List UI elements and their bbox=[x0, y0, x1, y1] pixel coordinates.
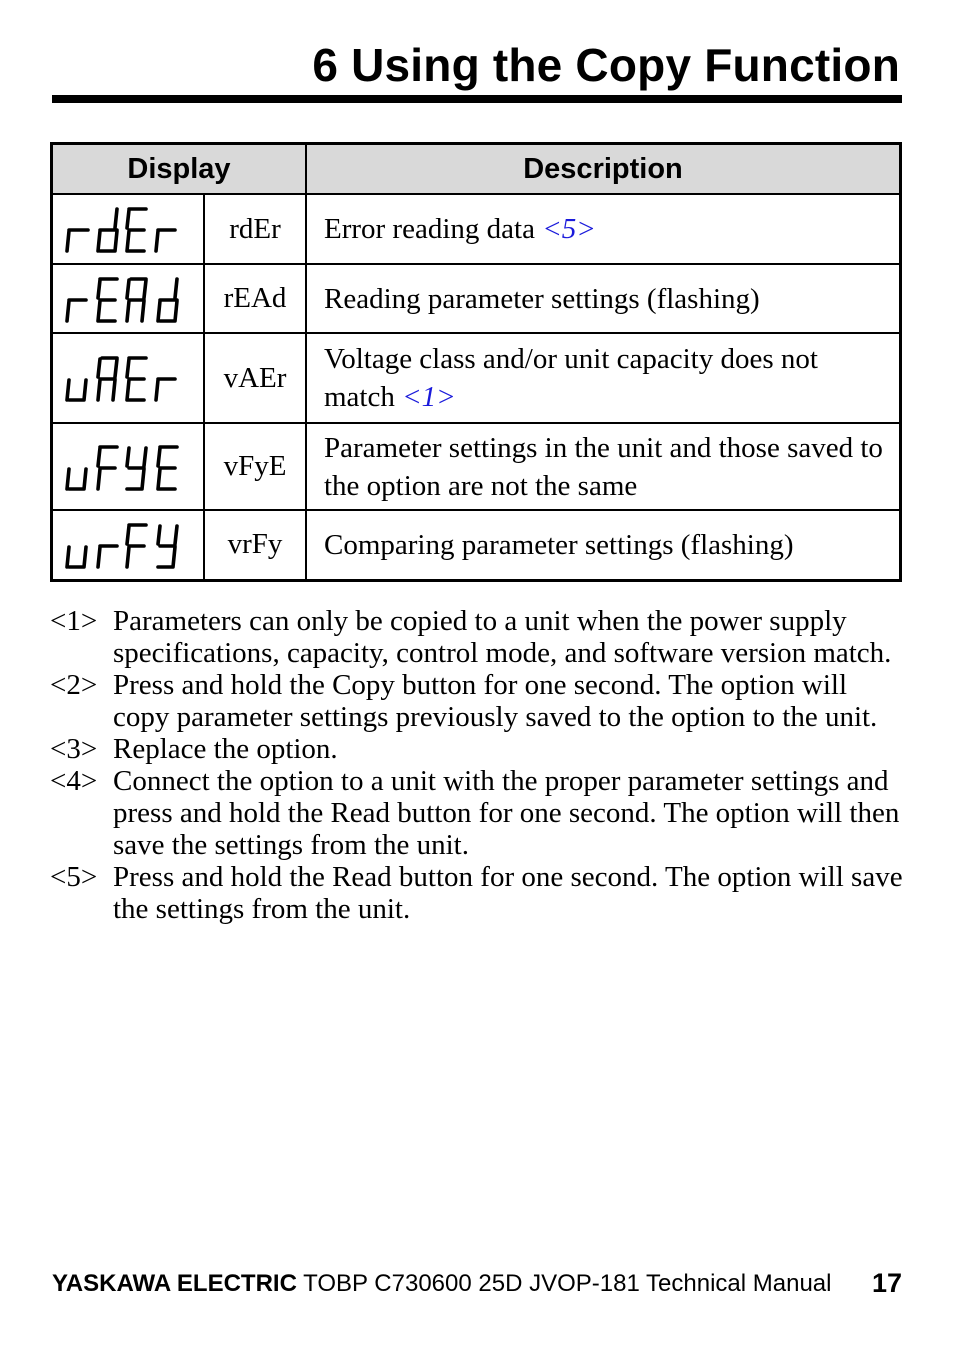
footnote-item bbox=[50, 765, 910, 861]
footnote-number: <2> bbox=[50, 669, 98, 701]
segment-display-vrfy bbox=[52, 510, 205, 580]
title-rule bbox=[52, 95, 902, 103]
footnote-text: Connect the option to a unit with the proper parameter settings and press and hold the Read button for one second. The option will then save the settings from the unit. bbox=[113, 765, 900, 861]
page-footer bbox=[52, 1270, 902, 1298]
footnotes bbox=[50, 605, 910, 925]
description-cell bbox=[306, 423, 901, 510]
display-code: vAEr bbox=[204, 333, 306, 423]
segment-display-read bbox=[52, 264, 205, 333]
description-cell bbox=[306, 333, 901, 423]
display-code: vrFy bbox=[204, 510, 306, 580]
table-row bbox=[52, 510, 901, 580]
page-number: 17 bbox=[871, 1268, 902, 1298]
display-code: rdEr bbox=[204, 194, 306, 264]
description-cell bbox=[306, 264, 901, 333]
table-row bbox=[52, 423, 901, 510]
description-text: Reading parameter settings (flashing) bbox=[324, 282, 760, 315]
footnote-text: Press and hold the Read button for one second. The option will save the settings from the unit. bbox=[113, 861, 903, 925]
footer-document-title: TOBP C730600 25D JVOP-181 Technical Manual bbox=[296, 1270, 832, 1297]
segment-display-icon bbox=[65, 521, 191, 569]
page-title: 6 Using the Copy Function bbox=[312, 39, 900, 91]
footnote-number: <4> bbox=[50, 765, 98, 797]
segment-display-vaer bbox=[52, 333, 205, 423]
footnote-item bbox=[50, 605, 910, 669]
description-text: Voltage class and/or unit capacity does not match bbox=[324, 343, 818, 413]
table-row bbox=[52, 333, 901, 423]
display-code: rEAd bbox=[204, 264, 306, 333]
column-header-description: Description bbox=[306, 144, 901, 195]
footnote-number: <3> bbox=[50, 733, 98, 765]
table-header-row bbox=[52, 144, 901, 195]
description-text: Parameter settings in the unit and those saved to the option are not the same bbox=[324, 431, 883, 502]
footnote-number: <5> bbox=[50, 861, 98, 893]
description-cell bbox=[306, 510, 901, 580]
footnote-item bbox=[50, 733, 910, 765]
footnote-number: <1> bbox=[50, 605, 98, 637]
segment-display-icon bbox=[65, 354, 191, 402]
footnote-item bbox=[50, 669, 910, 733]
description-text: Comparing parameter settings (flashing) bbox=[324, 528, 794, 561]
footnote-ref-link[interactable]: <5> bbox=[542, 213, 596, 245]
segment-display-rder bbox=[52, 194, 205, 264]
footnote-text: Replace the option. bbox=[113, 733, 338, 765]
display-code: vFyE bbox=[204, 423, 306, 510]
table-row bbox=[52, 194, 901, 264]
display-code-table bbox=[50, 142, 902, 582]
segment-display-vfye bbox=[52, 423, 205, 510]
description-text: Error reading data bbox=[324, 213, 543, 245]
footer-brand: YASKAWA ELECTRIC bbox=[52, 1270, 297, 1297]
footnote-text: Press and hold the Copy button for one second. The option will copy parameter settings previously saved to the option to the unit. bbox=[113, 669, 878, 733]
footnote-item bbox=[50, 861, 910, 925]
footnote-text: Parameters can only be copied to a unit when the power supply specifications, capacity, control mode, and software version match. bbox=[113, 605, 892, 669]
description-cell bbox=[306, 194, 901, 264]
segment-display-icon bbox=[65, 443, 191, 491]
segment-display-icon bbox=[65, 275, 191, 323]
table-row bbox=[52, 264, 901, 333]
segment-display-icon bbox=[65, 205, 191, 253]
footnote-ref-link[interactable]: <1> bbox=[402, 381, 456, 413]
column-header-display: Display bbox=[52, 144, 307, 195]
